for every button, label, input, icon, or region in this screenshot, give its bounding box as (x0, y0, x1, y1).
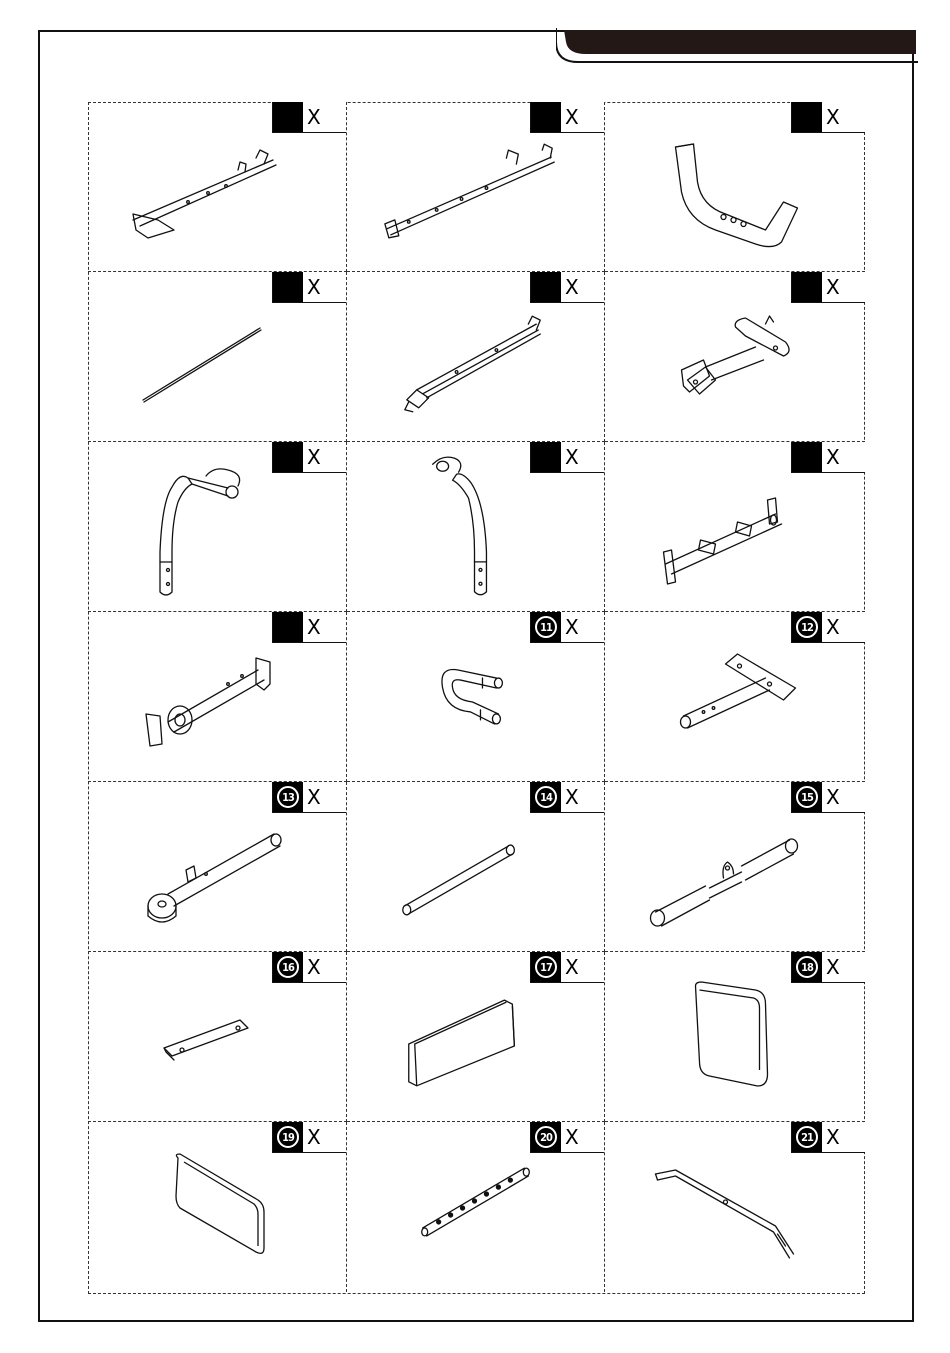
quantity-badge (530, 612, 604, 643)
part-number: 16 (277, 956, 299, 978)
quantity-badge (272, 782, 346, 813)
part-number: 17 (535, 956, 557, 978)
part-number-box (792, 612, 822, 642)
part-number: 20 (535, 1126, 557, 1148)
quantity-mark: X (307, 1125, 321, 1149)
part-number: 13 (277, 786, 299, 808)
part-cell (347, 272, 605, 442)
part-number-box (792, 442, 822, 472)
quantity-mark: X (565, 785, 579, 809)
quantity-mark: X (826, 445, 840, 469)
part-number-box (273, 952, 303, 982)
part-number-box (273, 102, 303, 132)
part-cell (88, 612, 347, 782)
quantity-mark: X (565, 445, 579, 469)
quantity-badge (791, 272, 865, 303)
quantity-mark: X (826, 785, 840, 809)
part-number-box (531, 442, 561, 472)
part-cell (347, 612, 605, 782)
part-number-box (531, 782, 561, 812)
quantity-mark: X (565, 615, 579, 639)
quantity-badge (272, 1122, 346, 1153)
quantity-badge (530, 272, 604, 303)
part-number-box (792, 1122, 822, 1152)
part-number: 19 (277, 1126, 299, 1148)
part-number: 12 (796, 616, 818, 638)
header-bar (564, 30, 916, 54)
quantity-mark: X (307, 785, 321, 809)
header-tab (556, 28, 918, 64)
part-cell (88, 442, 347, 612)
part-cell (347, 952, 605, 1122)
quantity-badge (791, 102, 865, 133)
quantity-badge (530, 952, 604, 983)
part-number-box (273, 782, 303, 812)
quantity-mark: X (826, 275, 840, 299)
part-number: 14 (535, 786, 557, 808)
part-cell (605, 272, 865, 442)
part-number-box (531, 952, 561, 982)
part-number: 11 (535, 616, 557, 638)
part-number: 18 (796, 956, 818, 978)
quantity-badge (272, 612, 346, 643)
quantity-mark: X (826, 955, 840, 979)
part-number-box (792, 272, 822, 302)
part-cell (605, 1122, 865, 1292)
part-number-box (531, 102, 561, 132)
part-number-box (273, 1122, 303, 1152)
part-cell (605, 952, 865, 1122)
part-cell (605, 442, 865, 612)
part-cell (347, 1122, 605, 1292)
part-number-box (792, 782, 822, 812)
quantity-mark: X (565, 955, 579, 979)
part-cell (88, 952, 347, 1122)
quantity-mark: X (565, 275, 579, 299)
quantity-mark: X (826, 1125, 840, 1149)
quantity-badge (791, 782, 865, 813)
quantity-badge (530, 442, 604, 473)
quantity-badge (272, 102, 346, 133)
part-number-box (792, 952, 822, 982)
quantity-badge (791, 952, 865, 983)
quantity-mark: X (826, 105, 840, 129)
part-number-box (531, 272, 561, 302)
quantity-badge (530, 102, 604, 133)
part-cell (88, 1122, 347, 1292)
quantity-mark: X (307, 275, 321, 299)
part-number-box (273, 272, 303, 302)
part-number-box (531, 612, 561, 642)
part-cell (347, 102, 605, 272)
part-number: 15 (796, 786, 818, 808)
quantity-badge (791, 1122, 865, 1153)
quantity-mark: X (307, 615, 321, 639)
part-number-box (792, 102, 822, 132)
part-number-box (531, 1122, 561, 1152)
part-cell (88, 102, 347, 272)
part-cell (605, 782, 865, 952)
part-cell (605, 102, 865, 272)
quantity-badge (272, 442, 346, 473)
quantity-mark: X (565, 105, 579, 129)
quantity-badge (272, 952, 346, 983)
quantity-mark: X (565, 1125, 579, 1149)
part-number: 21 (796, 1126, 818, 1148)
quantity-badge (272, 272, 346, 303)
quantity-mark: X (826, 615, 840, 639)
part-cell (347, 782, 605, 952)
part-cell (605, 612, 865, 782)
part-cell (347, 442, 605, 612)
quantity-mark: X (307, 105, 321, 129)
quantity-mark: X (307, 445, 321, 469)
quantity-mark: X (307, 955, 321, 979)
quantity-badge (530, 1122, 604, 1153)
quantity-badge (791, 612, 865, 643)
part-cell (88, 272, 347, 442)
part-number-box (273, 612, 303, 642)
part-cell (88, 782, 347, 952)
quantity-badge (530, 782, 604, 813)
quantity-badge (791, 442, 865, 473)
part-number-box (273, 442, 303, 472)
